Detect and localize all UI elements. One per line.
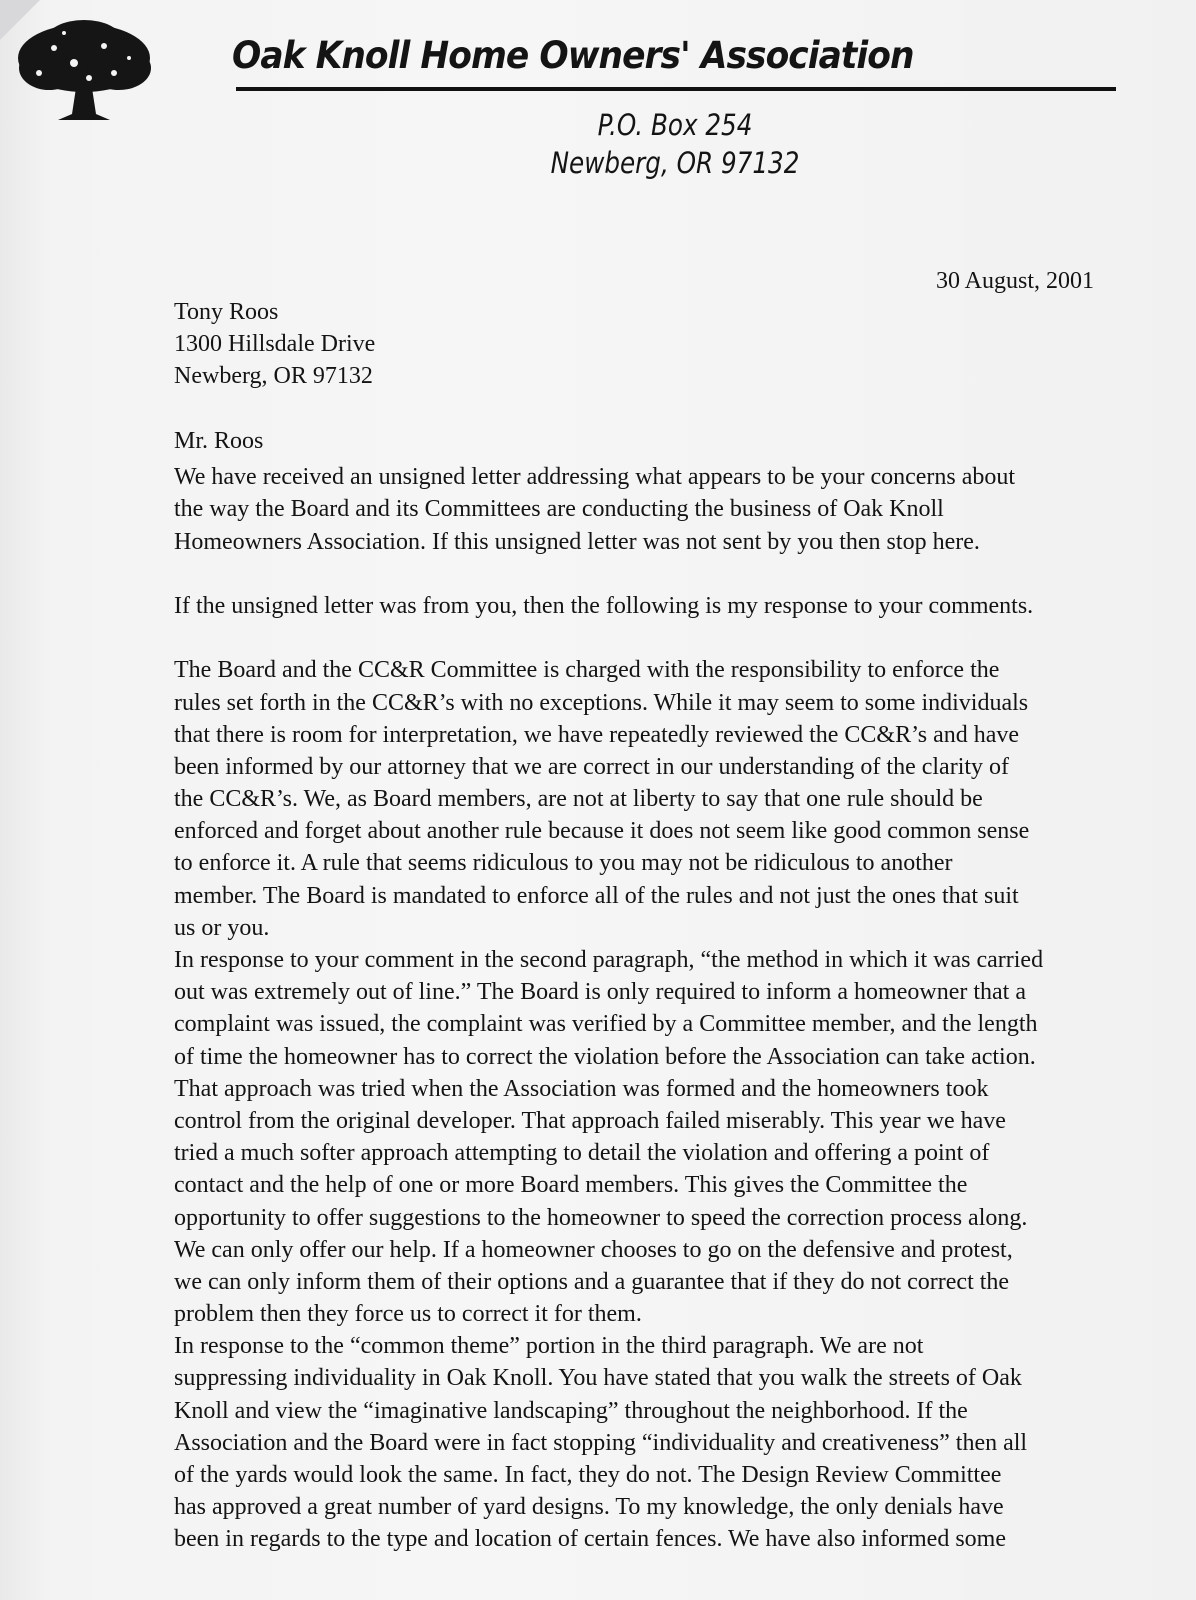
body-line: of time the homeowner has to correct the violation before the Association can take action. xyxy=(174,1043,1036,1070)
city-line: Newberg, OR 97132 xyxy=(550,146,800,180)
recipient-street: 1300 Hillsdale Drive xyxy=(174,331,376,358)
organization-name: Oak Knoll Home Owners' Association xyxy=(232,34,914,77)
recipient-name: Tony Roos xyxy=(174,299,279,325)
salutation: Mr. Roos xyxy=(174,428,264,454)
body-line: suppressing individuality in Oak Knoll. You have stated that you walk the streets of Oak xyxy=(174,1365,1022,1392)
body-line: enforced and forget about another rule because it does not seem like good common sense xyxy=(174,818,1030,845)
body-line: of the yards would look the same. In fact, they do not. The Design Review Committee xyxy=(174,1462,1002,1488)
body-line: Knoll and view the “imaginative landscaping” throughout the neighborhood. If the xyxy=(174,1397,968,1424)
letter-body xyxy=(174,425,1043,1556)
body-line: been in regards to the type and location of certain fences. We have also informed some xyxy=(174,1526,1006,1553)
body-line: We have received an unsigned letter addressing what appears to be your concerns about xyxy=(174,464,1016,491)
body-line: contact and the help of one or more Board members. This gives the Committee the xyxy=(174,1172,968,1199)
body-line: rules set forth in the CC&R’s with no exceptions. While it may seem to some individuals xyxy=(174,689,1029,716)
body-line: to enforce it. A rule that seems ridiculous to you may not be ridiculous to another xyxy=(174,850,953,877)
body-line: In response to the “common theme” portion in the third paragraph. We are not xyxy=(174,1333,924,1360)
body-line: Association and the Board were in fact stopping “individuality and creativeness” then all xyxy=(174,1429,1028,1456)
body-line xyxy=(174,558,1043,590)
body-line: the CC&R’s. We, as Board members, are not at liberty to say that one rule should be xyxy=(174,786,983,813)
body-line: the way the Board and its Committees are conducting the business of Oak Knoll xyxy=(174,496,944,523)
title-underline xyxy=(236,87,1116,91)
body-line: We can only offer our help. If a homeowner chooses to go on the defensive and protest, xyxy=(174,1236,1013,1263)
body-line: us or you. xyxy=(174,914,270,941)
oak-tree-icon xyxy=(14,18,154,122)
body-line: member. The Board is mandated to enforce all of the rules and not just the ones that suit xyxy=(174,882,1019,909)
body-line: In response to your comment in the second paragraph, “the method in which it was carried xyxy=(174,947,1044,973)
body-line: problem then they force us to correct it for them. xyxy=(174,1301,642,1328)
body-line: tried a much softer approach attempting to detail the violation and offering a point of xyxy=(174,1140,990,1167)
body-line: complaint was issued, the complaint was verified by a Committee member, and the length xyxy=(174,1011,1038,1038)
recipient-address xyxy=(174,296,375,393)
body-line: If the unsigned letter was from you, then the following is my response to your comments. xyxy=(174,592,1034,619)
body-line: opportunity to offer suggestions to the homeowner to speed the correction process along. xyxy=(174,1204,1028,1231)
body-line: has approved a great number of yard designs. To my knowledge, the only denials have xyxy=(174,1494,1004,1521)
body-line: The Board and the CC&R Committee is charged with the responsibility to enforce the xyxy=(174,657,1000,684)
body-line xyxy=(174,622,1043,654)
body-line: control from the original developer. That approach failed miserably. This year we have xyxy=(174,1107,1006,1134)
body-line: out was extremely out of line.” The Board is only required to inform a homeowner that a xyxy=(174,979,1026,1006)
body-line: that there is room for interpretation, we have repeatedly reviewed the CC&R’s and have xyxy=(174,721,1020,748)
po-box: P.O. Box 254 xyxy=(597,108,753,142)
body-line: That approach was tried when the Association was formed and the homeowners took xyxy=(174,1075,989,1102)
body-line: we can only inform them of their options and a guarantee that if they do not correct the xyxy=(174,1268,1010,1295)
letter-date: 30 August, 2001 xyxy=(935,268,1094,294)
body-line: Homeowners Association. If this unsigned letter was not sent by you then stop here. xyxy=(174,528,980,555)
recipient-city: Newberg, OR 97132 xyxy=(174,363,373,390)
body-line: been informed by our attorney that we are correct in our understanding of the clarity of xyxy=(174,753,1010,780)
